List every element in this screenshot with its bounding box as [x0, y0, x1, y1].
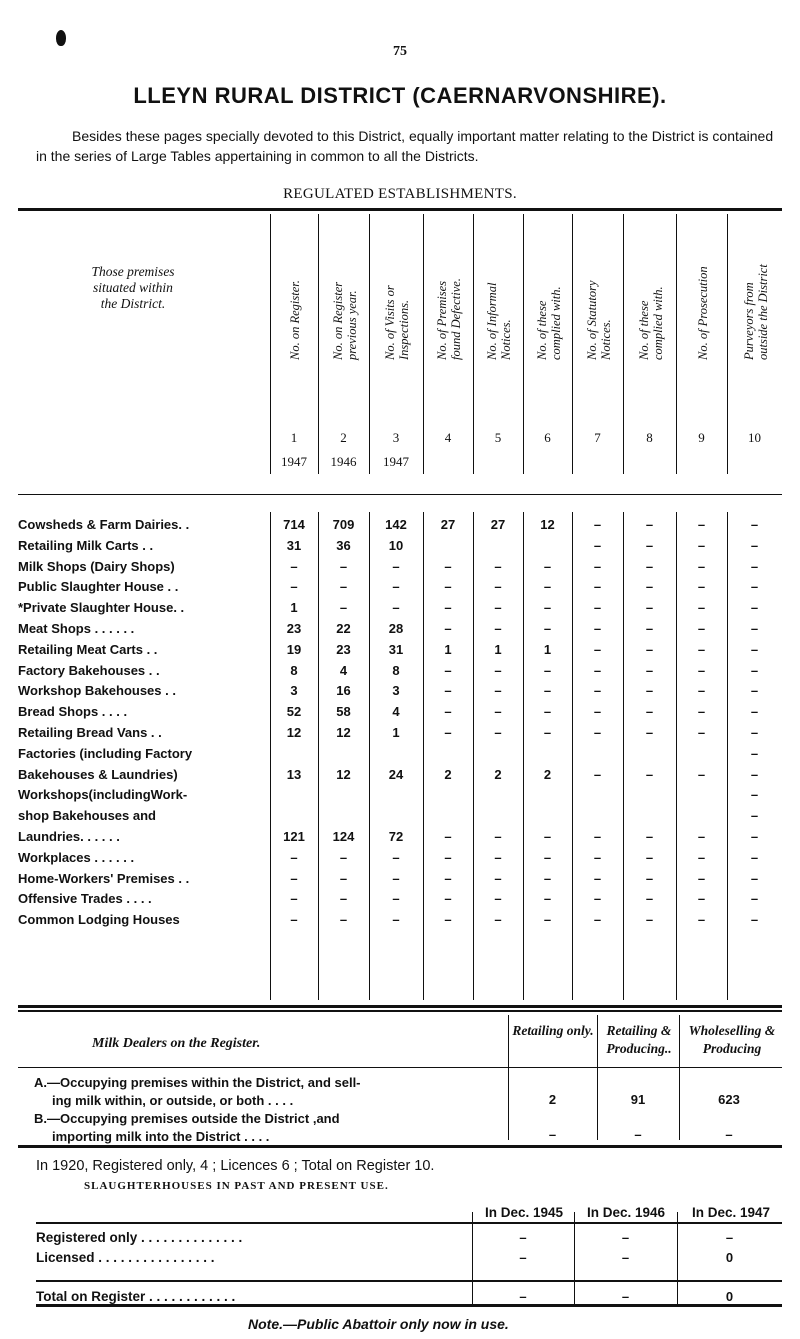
table-cell: –	[290, 891, 298, 907]
table-cell: 27	[440, 517, 456, 532]
establishment-label: *Private Slaughter House. .	[18, 600, 185, 616]
establishment-label: Workshops(includingWork-	[18, 787, 188, 803]
table-cell: –	[290, 849, 298, 865]
table-cell: 1	[444, 641, 452, 657]
table-cell: 3	[290, 683, 298, 699]
table-cell: –	[593, 725, 602, 740]
column-header-4: No. of Premises found Defective.	[435, 278, 463, 360]
column-separator	[473, 512, 474, 1000]
table-cell: –	[750, 870, 759, 886]
establishment-label: Workplaces . . . . . .	[18, 849, 135, 865]
table-cell: –	[697, 683, 706, 699]
table-cell: 12	[286, 725, 302, 740]
registered-1920-note: In 1920, Registered only, 4 ; Licences 6 ; Total on Register 10.	[36, 1158, 435, 1174]
establishment-label: Home-Workers' Premises . .	[18, 870, 190, 886]
table-cell: –	[697, 870, 706, 886]
table-cell: –	[543, 725, 552, 740]
table-cell: 23	[286, 621, 302, 636]
table-cell: 714	[283, 517, 305, 532]
table-cell: –	[750, 558, 759, 574]
table-cell: –	[645, 912, 654, 928]
table-cell: 10	[388, 537, 404, 553]
table-cell: –	[543, 579, 552, 595]
table-cell: –	[697, 641, 706, 657]
table-cell: –	[645, 600, 654, 616]
table-cell: 3	[392, 683, 400, 699]
table-cell: 19	[286, 641, 302, 657]
column-header-7: No. of Statutory Notices.	[584, 280, 613, 360]
table-cell: –	[494, 579, 502, 595]
table-cell: –	[290, 912, 298, 928]
table-cell: –	[494, 849, 502, 865]
establishment-label: Public Slaughter House . .	[18, 579, 179, 595]
table-cell: –	[444, 829, 452, 844]
column-number-6: 6	[544, 430, 551, 445]
slaughterhouses-heading: SLAUGHTERHOUSES IN PAST AND PRESENT USE.	[84, 1180, 389, 1192]
milk-b-producing: –	[634, 1127, 642, 1142]
table-cell: –	[645, 537, 654, 553]
column-separator	[423, 512, 424, 1000]
table-cell: 2	[444, 766, 452, 782]
establishment-label: Laundries. . . . . .	[18, 829, 120, 844]
table-cell: –	[494, 725, 502, 740]
slaughter-registered-1947: –	[725, 1230, 734, 1245]
table-cell: 58	[336, 704, 351, 720]
table-cell: –	[339, 912, 348, 928]
table-cell: –	[645, 870, 654, 886]
column-header-2: No. on Register previous year.	[330, 281, 359, 360]
table-cell: –	[593, 849, 602, 865]
column-separator	[676, 512, 677, 1000]
milk-b-retailing: –	[548, 1127, 557, 1142]
table-cell: –	[392, 600, 400, 616]
table-cell: –	[444, 579, 452, 595]
table-cell: –	[593, 891, 602, 907]
milk-col-wholeselling-producing: Wholeselling & Producing	[688, 1023, 776, 1056]
table-cell: –	[645, 517, 654, 532]
table-cell: –	[444, 912, 452, 928]
table-cell: –	[339, 558, 348, 574]
table-cell: –	[750, 537, 759, 553]
table-cell: –	[339, 849, 348, 865]
slaughter-registered-1945: –	[519, 1230, 527, 1245]
establishment-label: Retailing Milk Carts . .	[18, 537, 154, 553]
establishment-label: Milk Shops (Dairy Shops)	[18, 558, 175, 574]
column-year-1: 1947	[281, 454, 307, 469]
table-cell: –	[750, 641, 759, 657]
table-cell: 124	[332, 829, 355, 844]
column-separator	[623, 512, 624, 1000]
column-number-9: 9	[698, 430, 705, 445]
table-cell: –	[697, 891, 706, 907]
milk-col-retailing-only: Retailing only.	[512, 1023, 594, 1038]
table-cell: 28	[388, 621, 404, 636]
table-cell: –	[444, 683, 452, 699]
column-number-5: 5	[494, 430, 502, 445]
table-cell: 709	[332, 517, 355, 532]
table-cell: –	[494, 829, 502, 844]
column-number-10: 10	[748, 430, 761, 445]
table-cell: –	[444, 891, 452, 907]
table-cell: –	[290, 558, 298, 574]
table-cell: –	[543, 829, 552, 844]
table-cell: 8	[392, 662, 400, 678]
table-cell: –	[444, 725, 452, 740]
table-cell: –	[645, 766, 654, 782]
column-header-10: Purveyors from outside the District	[741, 264, 770, 360]
table-cell: –	[494, 558, 502, 574]
table-cell: –	[750, 829, 759, 844]
column-header-5: No. of Informal Notices.	[485, 282, 513, 360]
table-cell: –	[750, 725, 759, 740]
column-year-3: 1947	[383, 454, 409, 469]
table-cell: –	[593, 662, 602, 678]
table-cell: –	[750, 683, 759, 699]
page-number: 75	[393, 44, 407, 59]
table-cell: –	[392, 579, 400, 595]
table-cell: –	[543, 870, 552, 886]
table-cell: –	[645, 662, 654, 678]
table-cell: –	[645, 641, 654, 657]
table-cell: –	[593, 704, 602, 720]
table-cell: 31	[388, 641, 404, 657]
column-header-1: No. on Register.	[288, 280, 302, 360]
table-cell: –	[750, 600, 759, 616]
slaughter-row-registered-label: Registered only . . . . . . . . . . . . . .	[36, 1230, 243, 1245]
table-cell: –	[697, 704, 706, 720]
table-cell: –	[645, 683, 654, 699]
establishment-label: Common Lodging Houses	[18, 912, 180, 928]
table-cell: –	[593, 621, 602, 636]
table-cell: –	[444, 600, 452, 616]
table-cell: –	[543, 849, 552, 865]
table-cell: –	[697, 829, 706, 844]
table-cell: –	[750, 704, 759, 720]
table-cell: –	[290, 579, 298, 595]
table-cell: 52	[286, 704, 302, 720]
table-cell: –	[339, 579, 348, 595]
milk-col-retailing-producing: Retailing & Producing..	[606, 1023, 672, 1056]
milk-a-wholeselling: 623	[718, 1092, 740, 1107]
table-cell: –	[494, 662, 502, 678]
table-cell: –	[750, 787, 759, 803]
slaughter-col-1946: In Dec. 1946	[586, 1205, 666, 1220]
table-cell: –	[750, 662, 759, 678]
premises-column-header: Those premises situated within the District.	[91, 264, 175, 311]
establishment-label: Bakehouses & Laundries)	[18, 766, 178, 782]
table-cell: –	[697, 849, 706, 865]
establishment-label: shop Bakehouses and	[18, 808, 156, 824]
table-cell: –	[494, 912, 502, 928]
table-cell: –	[697, 517, 706, 532]
table-cell: 142	[385, 517, 407, 532]
table-cell: –	[392, 849, 400, 865]
table-cell: –	[494, 704, 502, 720]
establishment-label: Cowsheds & Farm Dairies. .	[18, 517, 190, 532]
column-separator	[523, 512, 524, 1000]
milk-dealers-header: Milk Dealers on the Register.	[92, 1036, 261, 1051]
establishment-label: Meat Shops . . . . . .	[18, 621, 135, 636]
table-cell: –	[543, 704, 552, 720]
table-cell: –	[593, 912, 602, 928]
table-cell: –	[697, 766, 706, 782]
table-cell: –	[750, 766, 759, 782]
table-cell: –	[444, 558, 452, 574]
table-cell: –	[750, 808, 759, 824]
column-number-2: 2	[340, 430, 347, 445]
table-cell: –	[750, 849, 759, 865]
table-cell: 2	[494, 766, 502, 782]
slaughter-licensed-1947: 0	[725, 1250, 734, 1265]
table-cell: –	[750, 891, 759, 907]
table-cell: –	[645, 621, 654, 636]
establishment-label: Workshop Bakehouses . .	[18, 683, 176, 699]
table-cell: 121	[283, 829, 305, 844]
column-number-7: 7	[594, 430, 601, 445]
table-cell: 27	[490, 517, 506, 532]
table-cell: 24	[388, 766, 404, 782]
table-cell: –	[494, 600, 502, 616]
establishment-label: Bread Shops . . . .	[18, 704, 128, 720]
slaughter-total-1947: 0	[725, 1289, 734, 1304]
table-cell: –	[444, 870, 452, 886]
table-cell: 4	[392, 704, 400, 720]
column-number-1: 1	[290, 430, 298, 445]
table-cell: –	[444, 849, 452, 865]
column-separator	[369, 512, 370, 1000]
table-cell: –	[697, 600, 706, 616]
table-cell: –	[697, 579, 706, 595]
table-cell: –	[593, 870, 602, 886]
table-cell: –	[444, 621, 452, 636]
slaughter-col-1945: In Dec. 1945	[484, 1205, 564, 1220]
table-cell: 12	[540, 517, 555, 532]
table-cell: 1	[494, 641, 502, 657]
table-cell: –	[697, 912, 706, 928]
table-cell: –	[593, 537, 602, 553]
table-cell: 12	[336, 766, 351, 782]
table-cell: –	[543, 621, 552, 636]
table-cell: –	[593, 829, 602, 844]
table-cell: –	[494, 621, 502, 636]
table-cell: 1	[543, 641, 552, 657]
table-cell: –	[543, 600, 552, 616]
table-cell: –	[543, 891, 552, 907]
column-number-8: 8	[646, 430, 653, 445]
regulated-establishments-heading: REGULATED ESTABLISHMENTS.	[283, 186, 517, 202]
milk-a-retailing: 2	[548, 1092, 557, 1107]
table-cell: 22	[336, 621, 351, 636]
establishment-label: Factories (including Factory	[18, 745, 193, 761]
slaughter-total-1945: –	[519, 1289, 527, 1304]
table-cell: –	[290, 870, 298, 886]
table-cell: –	[593, 517, 602, 532]
table-cell: –	[645, 704, 654, 720]
table-cell: 2	[543, 766, 552, 782]
table-cell: 12	[336, 725, 351, 740]
slaughter-registered-1946: –	[621, 1230, 630, 1245]
table-cell: –	[645, 849, 654, 865]
table-cell: –	[593, 558, 602, 574]
table-cell: –	[697, 558, 706, 574]
establishment-label: Retailing Meat Carts . .	[18, 641, 158, 657]
table-cell: –	[392, 870, 400, 886]
table-cell: 1	[290, 600, 298, 616]
table-cell: –	[543, 912, 552, 928]
milk-row-b-label: B.—Occupying premises outside the District ,and importing milk into the District . . . .	[34, 1111, 340, 1144]
intro-paragraph: Besides these pages specially devoted to this District, equally important matter relating to the District is contained in the series of Large Tables appertaining in common to all the Districts.	[36, 128, 774, 164]
table-cell: –	[593, 600, 602, 616]
column-header-8: No. of these complied with.	[636, 286, 665, 360]
table-cell: –	[543, 662, 552, 678]
column-separator	[270, 512, 271, 1000]
milk-a-producing: 91	[630, 1092, 646, 1107]
table-cell: –	[750, 912, 759, 928]
column-separator	[318, 512, 319, 1000]
table-cell: –	[750, 621, 759, 636]
table-cell: –	[593, 683, 602, 699]
table-cell: 31	[286, 537, 302, 553]
table-cell: –	[750, 517, 759, 532]
slaughter-total-1946: –	[621, 1289, 630, 1304]
abattoir-note: Note.—Public Abattoir only now in use.	[248, 1316, 509, 1332]
column-header-6: No. of these complied with.	[534, 286, 563, 360]
slaughter-col-1947: In Dec. 1947	[691, 1205, 771, 1220]
milk-b-wholeselling: –	[725, 1127, 733, 1142]
table-cell: 13	[286, 766, 302, 782]
table-cell: 16	[336, 683, 351, 699]
table-cell: –	[593, 766, 602, 782]
header-divider	[18, 494, 782, 495]
column-header-9: No. of Prosecution	[695, 266, 710, 360]
table-cell: –	[543, 683, 552, 699]
slaughter-licensed-1946: –	[621, 1250, 630, 1265]
table-cell: –	[494, 870, 502, 886]
slaughter-licensed-1945: –	[519, 1250, 527, 1265]
table-cell: –	[339, 891, 348, 907]
table-cell: –	[645, 579, 654, 595]
establishment-label: Factory Bakehouses . .	[18, 662, 160, 678]
slaughter-row-total-label: Total on Register . . . . . . . . . . . .	[36, 1289, 236, 1304]
column-number-4: 4	[444, 430, 452, 445]
table-cell: –	[339, 870, 348, 886]
slaughter-row-licensed-label: Licensed . . . . . . . . . . . . . . . .	[36, 1250, 215, 1265]
table-cell: –	[697, 662, 706, 678]
table-cell: –	[339, 600, 348, 616]
table-cell: –	[645, 725, 654, 740]
column-separator	[572, 512, 573, 1000]
establishment-label: Retailing Bread Vans . .	[18, 725, 162, 740]
table-cell: –	[645, 891, 654, 907]
table-cell: –	[645, 558, 654, 574]
column-year-2: 1946	[330, 454, 357, 469]
table-cell: –	[392, 558, 400, 574]
table-cell: 8	[290, 662, 298, 678]
table-cell: –	[392, 912, 400, 928]
table-cell: –	[697, 537, 706, 553]
table-cell: –	[444, 704, 452, 720]
column-number-3: 3	[392, 430, 400, 445]
table-cell: 72	[388, 829, 404, 844]
page-title: LLEYN RURAL DISTRICT (CAERNARVONSHIRE).	[133, 83, 667, 108]
table-cell: –	[645, 829, 654, 844]
table-cell: 1	[392, 725, 400, 740]
table-cell: –	[750, 745, 759, 761]
table-cell: –	[593, 641, 602, 657]
table-cell: –	[750, 579, 759, 595]
column-header-3: No. of Visits or Inspections.	[383, 285, 411, 360]
table-cell: –	[494, 891, 502, 907]
table-cell: –	[392, 891, 400, 907]
table-cell: 36	[336, 537, 351, 553]
establishment-label: Offensive Trades . . . .	[18, 891, 152, 907]
table-cell: –	[494, 683, 502, 699]
table-cell: –	[697, 725, 706, 740]
table-cell: –	[697, 621, 706, 636]
table-cell: –	[543, 558, 552, 574]
table-cell: 4	[339, 662, 348, 678]
table-cell: 23	[336, 641, 351, 657]
milk-row-a-label: A.—Occupying premises within the District, and sell- ing milk within, or outside, or both . . . .	[34, 1075, 361, 1108]
table-cell: –	[444, 662, 452, 678]
column-separator	[727, 512, 728, 1000]
table-cell: –	[593, 579, 602, 595]
